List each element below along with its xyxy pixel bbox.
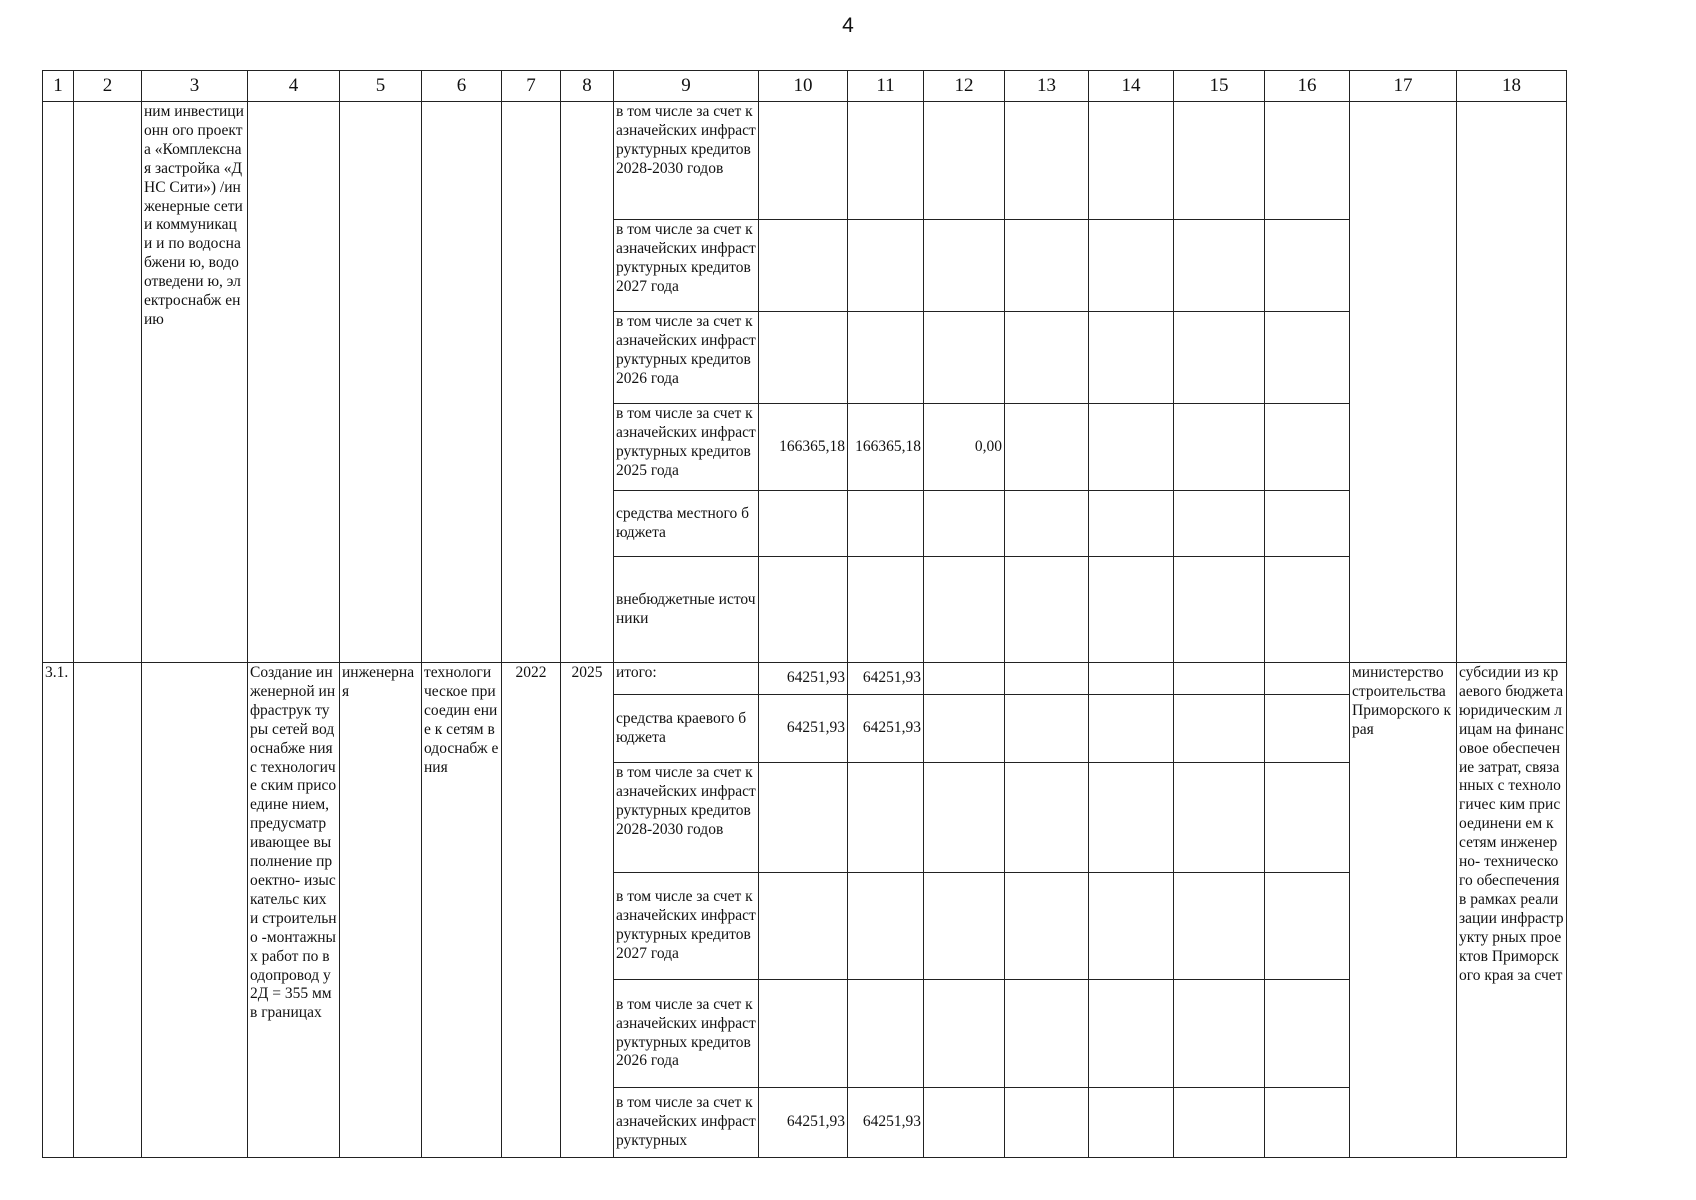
header-cell: 4 — [248, 71, 340, 102]
value-col11 — [848, 491, 924, 557]
page-number: 4 — [842, 14, 854, 37]
value-col12 — [924, 491, 1005, 557]
value-col16 — [1265, 663, 1350, 695]
cell-col7 — [502, 102, 561, 663]
header-cell: 2 — [74, 71, 142, 102]
value-col14 — [1089, 102, 1174, 220]
end-year: 2025 — [561, 663, 614, 1158]
value-col14 — [1089, 695, 1174, 763]
funding-source-label: в том числе за счет казначейских инфраструктурных кредитов 2027 года — [614, 873, 759, 980]
value-col13 — [1005, 220, 1089, 312]
header-cell: 9 — [614, 71, 759, 102]
value-col15 — [1174, 102, 1265, 220]
value-col13 — [1005, 557, 1089, 663]
value-col14 — [1089, 663, 1174, 695]
value-col12: 0,00 — [924, 404, 1005, 491]
value-col11 — [848, 102, 924, 220]
header-cell: 11 — [848, 71, 924, 102]
budget-table — [42, 70, 1567, 1158]
cell-col17 — [1350, 102, 1457, 663]
header-cell: 14 — [1089, 71, 1174, 102]
value-col10 — [759, 220, 848, 312]
value-col11 — [848, 873, 924, 980]
value-col14 — [1089, 312, 1174, 404]
value-col13 — [1005, 312, 1089, 404]
funding-source-label: в том числе за счет казначейских инфраструктурных кредитов 2025 года — [614, 404, 759, 491]
header-cell: 10 — [759, 71, 848, 102]
funding-source-label: средства краевого бюджета — [614, 695, 759, 763]
value-col14 — [1089, 980, 1174, 1088]
value-col15 — [1174, 695, 1265, 763]
value-col15 — [1174, 763, 1265, 873]
value-col14 — [1089, 557, 1174, 663]
value-col11: 166365,18 — [848, 404, 924, 491]
value-col16 — [1265, 491, 1350, 557]
cell-col2 — [74, 102, 142, 663]
item-description: Создание инженерной инфраструк туры сетей водоснабже ния с технологиче ским присоедине нием, предусматр ивающее выполнение проектно- изыскательс ких и строительно -монтажных работ по водопровод у 2Д = 355 мм в границах — [248, 663, 340, 1158]
value-col10 — [759, 557, 848, 663]
value-col16 — [1265, 695, 1350, 763]
value-col11 — [848, 220, 924, 312]
value-col12 — [924, 663, 1005, 695]
value-col13 — [1005, 873, 1089, 980]
value-col11 — [848, 312, 924, 404]
value-col12 — [924, 220, 1005, 312]
header-cell: 6 — [422, 71, 502, 102]
cell-col6 — [422, 102, 502, 663]
item-number: 3.1. — [43, 663, 74, 1158]
value-col11: 64251,93 — [848, 663, 924, 695]
value-col15 — [1174, 491, 1265, 557]
value-col13 — [1005, 980, 1089, 1088]
value-col10 — [759, 980, 848, 1088]
value-col12 — [924, 102, 1005, 220]
value-col13 — [1005, 102, 1089, 220]
header-cell: 13 — [1005, 71, 1089, 102]
cell-col4 — [248, 102, 340, 663]
cell-col1 — [43, 102, 74, 663]
value-col15 — [1174, 404, 1265, 491]
item-characteristic: технологи ческое присоедин ение к сетям водоснабж ения — [422, 663, 502, 1158]
value-col10 — [759, 491, 848, 557]
value-col16 — [1265, 220, 1350, 312]
funding-source-label: в том числе за счет казначейских инфраструктурных кредитов 2027 года — [614, 220, 759, 312]
value-col11: 64251,93 — [848, 695, 924, 763]
start-year: 2022 — [502, 663, 561, 1158]
cell-col18 — [1457, 102, 1567, 663]
header-cell: 7 — [502, 71, 561, 102]
funding-source-label: в том числе за счет казначейских инфраструктурных кредитов 2026 года — [614, 312, 759, 404]
value-col12 — [924, 873, 1005, 980]
value-col16 — [1265, 1088, 1350, 1158]
value-col16 — [1265, 102, 1350, 220]
funding-source-label: в том числе за счет казначейских инфраструктурных кредитов 2026 года — [614, 980, 759, 1088]
header-cell: 3 — [142, 71, 248, 102]
value-col15 — [1174, 557, 1265, 663]
project-name-cell: ним инвестиционн ого проекта «Комплексная застройка «ДНС Сити») /инженерные сети и коммуникаци и по водоснабжени ю, водоотведени ю, электроснабж ению — [142, 102, 248, 663]
value-col16 — [1265, 873, 1350, 980]
header-cell: 15 — [1174, 71, 1265, 102]
value-col15 — [1174, 980, 1265, 1088]
value-col13 — [1005, 695, 1089, 763]
table-row — [43, 663, 1567, 695]
value-col13 — [1005, 491, 1089, 557]
value-col10 — [759, 763, 848, 873]
value-col10: 64251,93 — [759, 663, 848, 695]
responsible-executor: министерство строительства Приморского края — [1350, 663, 1457, 1158]
value-col12 — [924, 557, 1005, 663]
funding-source-label: в том числе за счет казначейских инфраструктурных — [614, 1088, 759, 1158]
value-col12 — [924, 980, 1005, 1088]
funding-source-label: в том числе за счет казначейских инфраструктурных кредитов 2028-2030 годов — [614, 102, 759, 220]
header-cell: 8 — [561, 71, 614, 102]
cell-col8 — [561, 102, 614, 663]
value-col16 — [1265, 312, 1350, 404]
value-col16 — [1265, 404, 1350, 491]
cell-col3 — [142, 663, 248, 1158]
value-col10: 64251,93 — [759, 695, 848, 763]
funding-source-label: итого: — [614, 663, 759, 695]
value-col10 — [759, 873, 848, 980]
header-cell: 18 — [1457, 71, 1567, 102]
value-col14 — [1089, 873, 1174, 980]
value-col13 — [1005, 1088, 1089, 1158]
table-row — [43, 102, 1567, 220]
value-col14 — [1089, 763, 1174, 873]
item-type: инженерная — [340, 663, 422, 1158]
value-col14 — [1089, 404, 1174, 491]
value-col13 — [1005, 404, 1089, 491]
value-col11 — [848, 980, 924, 1088]
value-col15 — [1174, 873, 1265, 980]
funding-source-label: в том числе за счет казначейских инфраструктурных кредитов 2028-2030 годов — [614, 763, 759, 873]
value-col11 — [848, 557, 924, 663]
value-col16 — [1265, 980, 1350, 1088]
value-col11 — [848, 763, 924, 873]
value-col13 — [1005, 763, 1089, 873]
value-col12 — [924, 763, 1005, 873]
value-col15 — [1174, 312, 1265, 404]
header-cell: 12 — [924, 71, 1005, 102]
cell-col2 — [74, 663, 142, 1158]
header-cell: 1 — [43, 71, 74, 102]
value-col12 — [924, 312, 1005, 404]
header-row — [43, 71, 1567, 102]
value-col14 — [1089, 1088, 1174, 1158]
header-cell: 5 — [340, 71, 422, 102]
funding-source-label: внебюджетные источники — [614, 557, 759, 663]
header-cell: 16 — [1265, 71, 1350, 102]
value-col16 — [1265, 557, 1350, 663]
value-col14 — [1089, 491, 1174, 557]
header-cell: 17 — [1350, 71, 1457, 102]
value-col15 — [1174, 1088, 1265, 1158]
value-col11: 64251,93 — [848, 1088, 924, 1158]
value-col12 — [924, 695, 1005, 763]
value-col12 — [924, 1088, 1005, 1158]
value-col14 — [1089, 220, 1174, 312]
cell-col5 — [340, 102, 422, 663]
value-col13 — [1005, 663, 1089, 695]
funding-source-label: средства местного бюджета — [614, 491, 759, 557]
value-col15 — [1174, 663, 1265, 695]
value-col10 — [759, 102, 848, 220]
value-col16 — [1265, 763, 1350, 873]
value-col10 — [759, 312, 848, 404]
value-col15 — [1174, 220, 1265, 312]
value-col10: 64251,93 — [759, 1088, 848, 1158]
value-col10: 166365,18 — [759, 404, 848, 491]
funding-description: субсидии из краевого бюджета юридическим лицам на финансовое обеспечение затрат, связанных с технологичес ким присоединени ем к сетям инженерно- технического обеспечения в рамках реализации инфраструкту рных проектов Приморского края за счет — [1457, 663, 1567, 1158]
